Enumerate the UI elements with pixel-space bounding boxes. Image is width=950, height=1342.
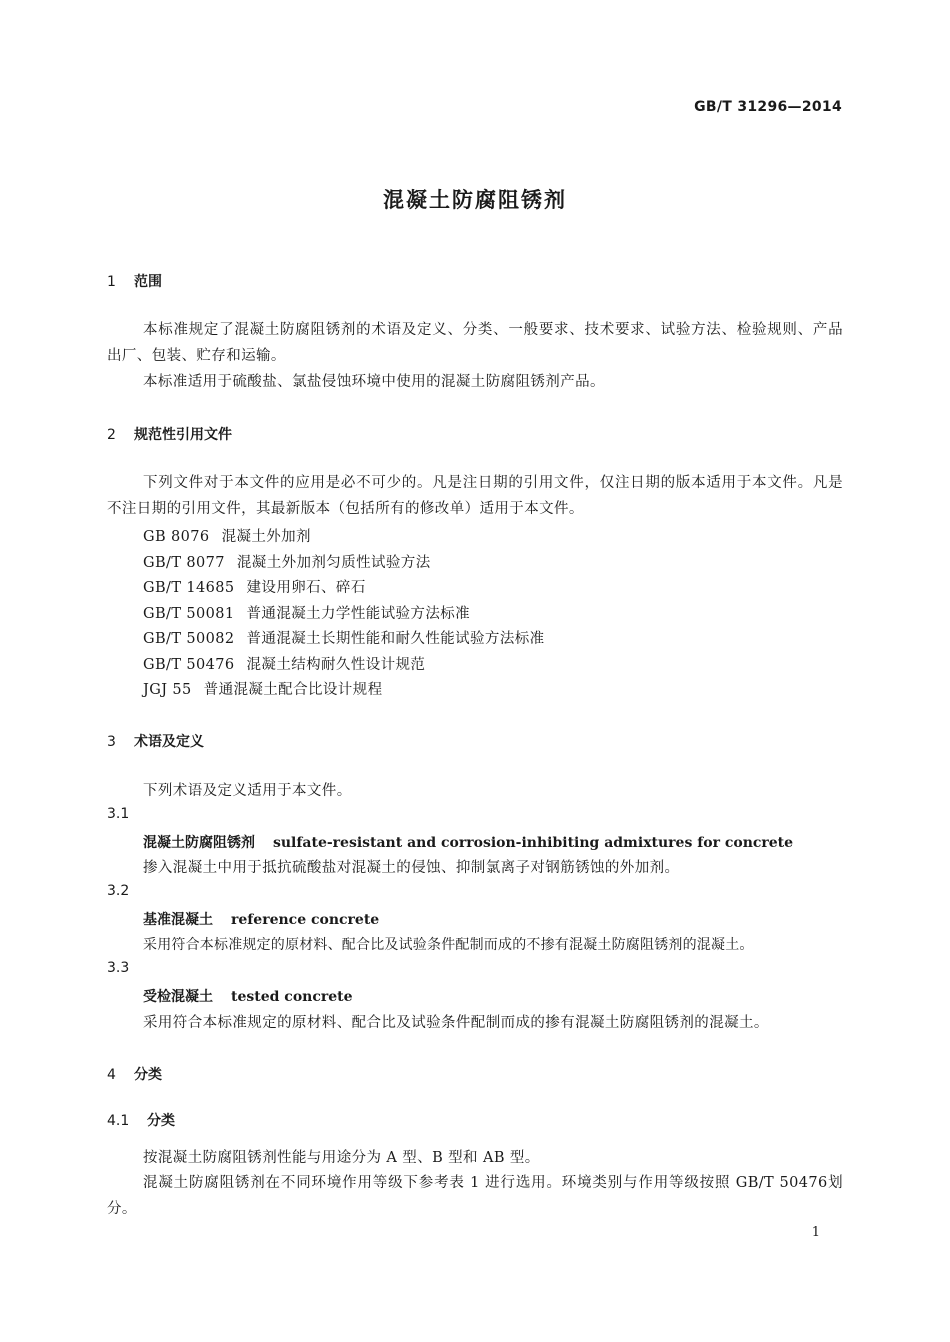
term-en: reference concrete: [231, 912, 380, 928]
paragraph: 本标准适用于硫酸盐、氯盐侵蚀环境中使用的混凝土防腐阻锈剂产品。: [143, 374, 605, 390]
reference-title: 普通混凝土配合比设计规程: [203, 682, 383, 698]
reference-title: 混凝土外加剂: [221, 529, 311, 545]
section-title: 术语及定义: [134, 734, 204, 750]
section-4-1-heading: [107, 1110, 175, 1130]
reference-item: [143, 525, 311, 546]
reference-code: GB/T 50082: [143, 631, 235, 647]
section-number: 4.1: [107, 1113, 130, 1129]
section-3-heading: [107, 731, 204, 751]
term-definition: 采用符合本标准规定的原材料、配合比及试验条件配制而成的不掺有混凝土防腐阻锈剂的混凝土。: [143, 937, 754, 953]
reference-item: [143, 602, 470, 623]
term-zh: 基准混凝土: [143, 912, 213, 928]
clause-number: 3.1: [107, 806, 130, 822]
section-2-heading: [107, 424, 232, 444]
term-definition: 采用符合本标准规定的原材料、配合比及试验条件配制而成的掺有混凝土防腐阻锈剂的混凝土。: [143, 1015, 769, 1031]
section-number: 3: [107, 734, 116, 750]
paragraph: 下列术语及定义适用于本文件。: [143, 783, 352, 799]
document-title: 混凝土防腐阻锈剂: [383, 188, 567, 212]
term-zh: 混凝土防腐阻锈剂: [143, 835, 255, 851]
reference-code: GB/T 50476: [143, 657, 235, 673]
standard-code: GB/T 31296—2014: [694, 99, 842, 115]
section-title: 分类: [134, 1067, 162, 1083]
reference-item: [143, 551, 431, 572]
reference-title: 建设用卵石、碎石: [246, 580, 366, 596]
reference-item: [143, 653, 425, 674]
section-title: 分类: [147, 1113, 175, 1129]
reference-title: 普通混凝土力学性能试验方法标准: [246, 606, 471, 622]
reference-item: [143, 576, 366, 597]
section-number: 2: [107, 427, 116, 443]
term-en: tested concrete: [231, 989, 353, 1005]
clause-number: 3.3: [107, 960, 130, 976]
reference-title: 混凝土外加剂匀质性试验方法: [236, 555, 431, 571]
term-heading: [143, 909, 379, 929]
section-number: 1: [107, 274, 116, 290]
reference-code: GB 8076: [143, 529, 210, 545]
reference-title: 普通混凝土长期性能和耐久性能试验方法标准: [246, 631, 545, 647]
term-heading: [143, 986, 353, 1006]
reference-code: GB/T 50081: [143, 606, 235, 622]
reference-item: [143, 678, 382, 699]
paragraph: 本标准规定了混凝土防腐阻锈剂的术语及定义、分类、一般要求、技术要求、试验方法、检验规则、产品出厂、包装、贮存和运输。: [107, 322, 843, 364]
page-number: 1: [811, 1225, 820, 1240]
section-1-heading: [107, 271, 162, 291]
paragraph: 混凝土防腐阻锈剂在不同环境作用等级下参考表 1 进行选用。环境类别与作用等级按照 GB/T 50476划分。: [107, 1175, 843, 1217]
section-4-heading: [107, 1064, 162, 1084]
term-en: sulfate-resistant and corrosion-inhibiting admixtures for concrete: [273, 835, 794, 851]
reference-code: JGJ 55: [143, 682, 192, 698]
reference-code: GB/T 8077: [143, 555, 225, 571]
term-zh: 受检混凝土: [143, 989, 213, 1005]
reference-title: 混凝土结构耐久性设计规范: [246, 657, 426, 673]
reference-item: [143, 627, 545, 648]
section-title: 范围: [134, 274, 162, 290]
section-title: 规范性引用文件: [134, 427, 232, 443]
paragraph: 按混凝土防腐阻锈剂性能与用途分为 A 型、B 型和 AB 型。: [143, 1150, 540, 1166]
reference-code: GB/T 14685: [143, 580, 235, 596]
section-number: 4: [107, 1067, 116, 1083]
term-heading: [143, 832, 793, 852]
clause-number: 3.2: [107, 883, 130, 899]
paragraph: 下列文件对于本文件的应用是必不可少的。凡是注日期的引用文件，仅注日期的版本适用于本文件。凡是不注日期的引用文件，其最新版本（包括所有的修改单）适用于本文件。: [107, 475, 843, 517]
term-definition: 掺入混凝土中用于抵抗硫酸盐对混凝土的侵蚀、抑制氯离子对钢筋锈蚀的外加剂。: [143, 860, 680, 876]
